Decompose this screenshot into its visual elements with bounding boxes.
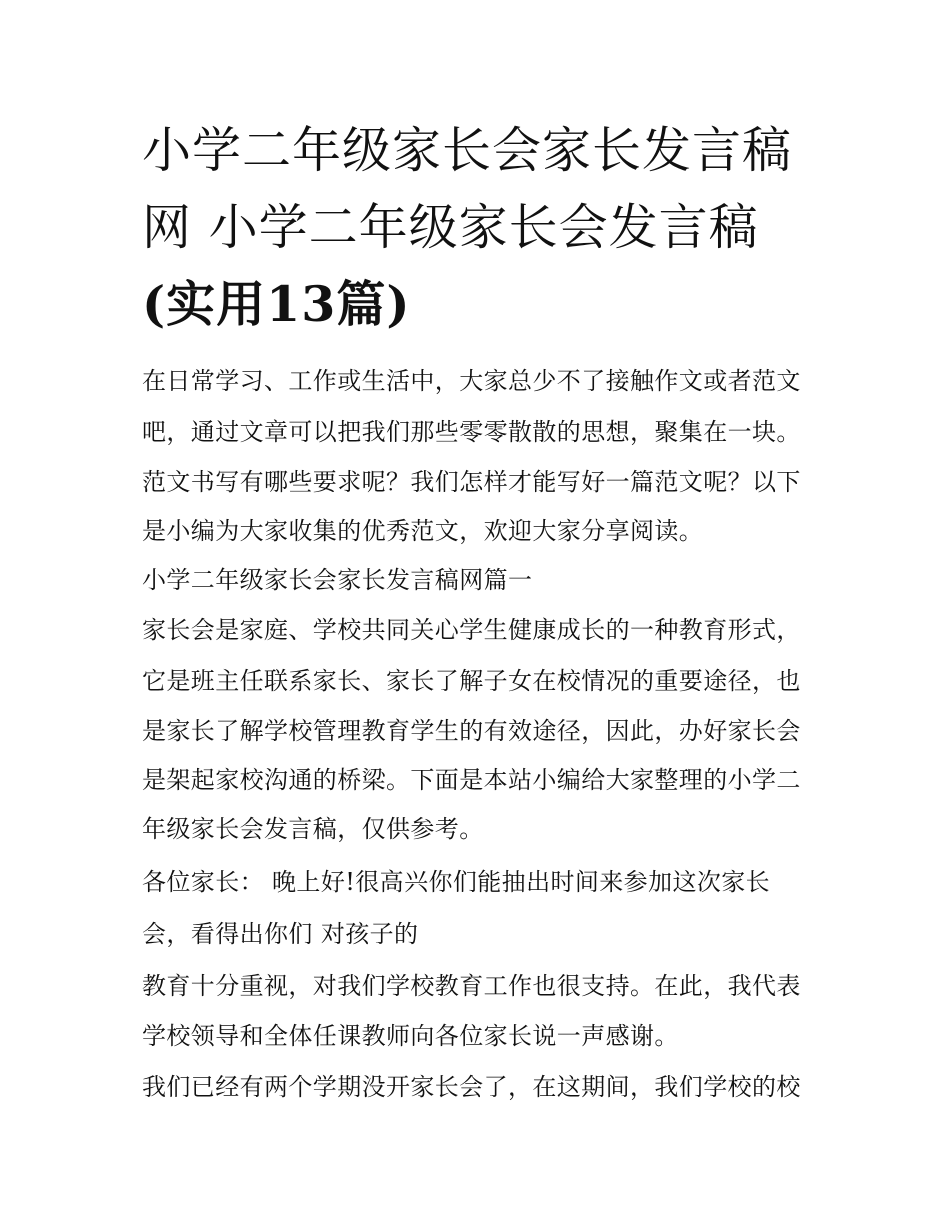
- text-line: 吧，通过文章可以把我们那些零零散散的思想，聚集在一块。: [142, 418, 801, 446]
- title-line-2: 网 小学二年级家长会发言稿: [142, 199, 759, 256]
- text-line: 在日常学习、工作或生活中，大家总少不了接触作文或者范文: [142, 367, 801, 395]
- text-line: 会，看得出你们 对孩子的: [142, 920, 419, 948]
- text-line: 我们已经有两个学期没开家长会了，在这期间，我们学校的校: [142, 1073, 801, 1101]
- title-line-1: 小学二年级家长会家长发言稿: [142, 122, 793, 179]
- text-line: 是家长了解学校管理教育学生的有效途径，因此，办好家长会: [142, 717, 801, 745]
- text-line: 家长会是家庭、学校共同关心学生健康成长的一种教育形式，: [142, 616, 801, 644]
- text-line: 范文书写有哪些要求呢？我们怎样才能写好一篇范文呢？以下: [142, 468, 801, 496]
- text-line: 是架起家校沟通的桥梁。下面是本站小编给大家整理的小学二: [142, 766, 801, 794]
- text-line: 年级家长会发言稿，仅供参考。: [142, 815, 484, 843]
- text-line: 教育十分重视，对我们学校教育工作也很支持。在此，我代表: [142, 972, 801, 1000]
- title-line-3: (实用13篇): [142, 275, 411, 333]
- text-line: 学校领导和全体任课教师向各位家长说一声感谢。: [142, 1022, 679, 1050]
- text-line: 是小编为大家收集的优秀范文，欢迎大家分享阅读。: [142, 517, 704, 545]
- section-heading: 小学二年级家长会家长发言稿网篇一: [142, 566, 533, 594]
- text-line: 各位家长： 晚上好!很高兴你们能抽出时间来参加这次家长: [142, 868, 771, 896]
- document-title: [142, 112, 822, 343]
- text-line: 它是班主任联系家长、家长了解子女在校情况的重要途径，也: [142, 667, 801, 695]
